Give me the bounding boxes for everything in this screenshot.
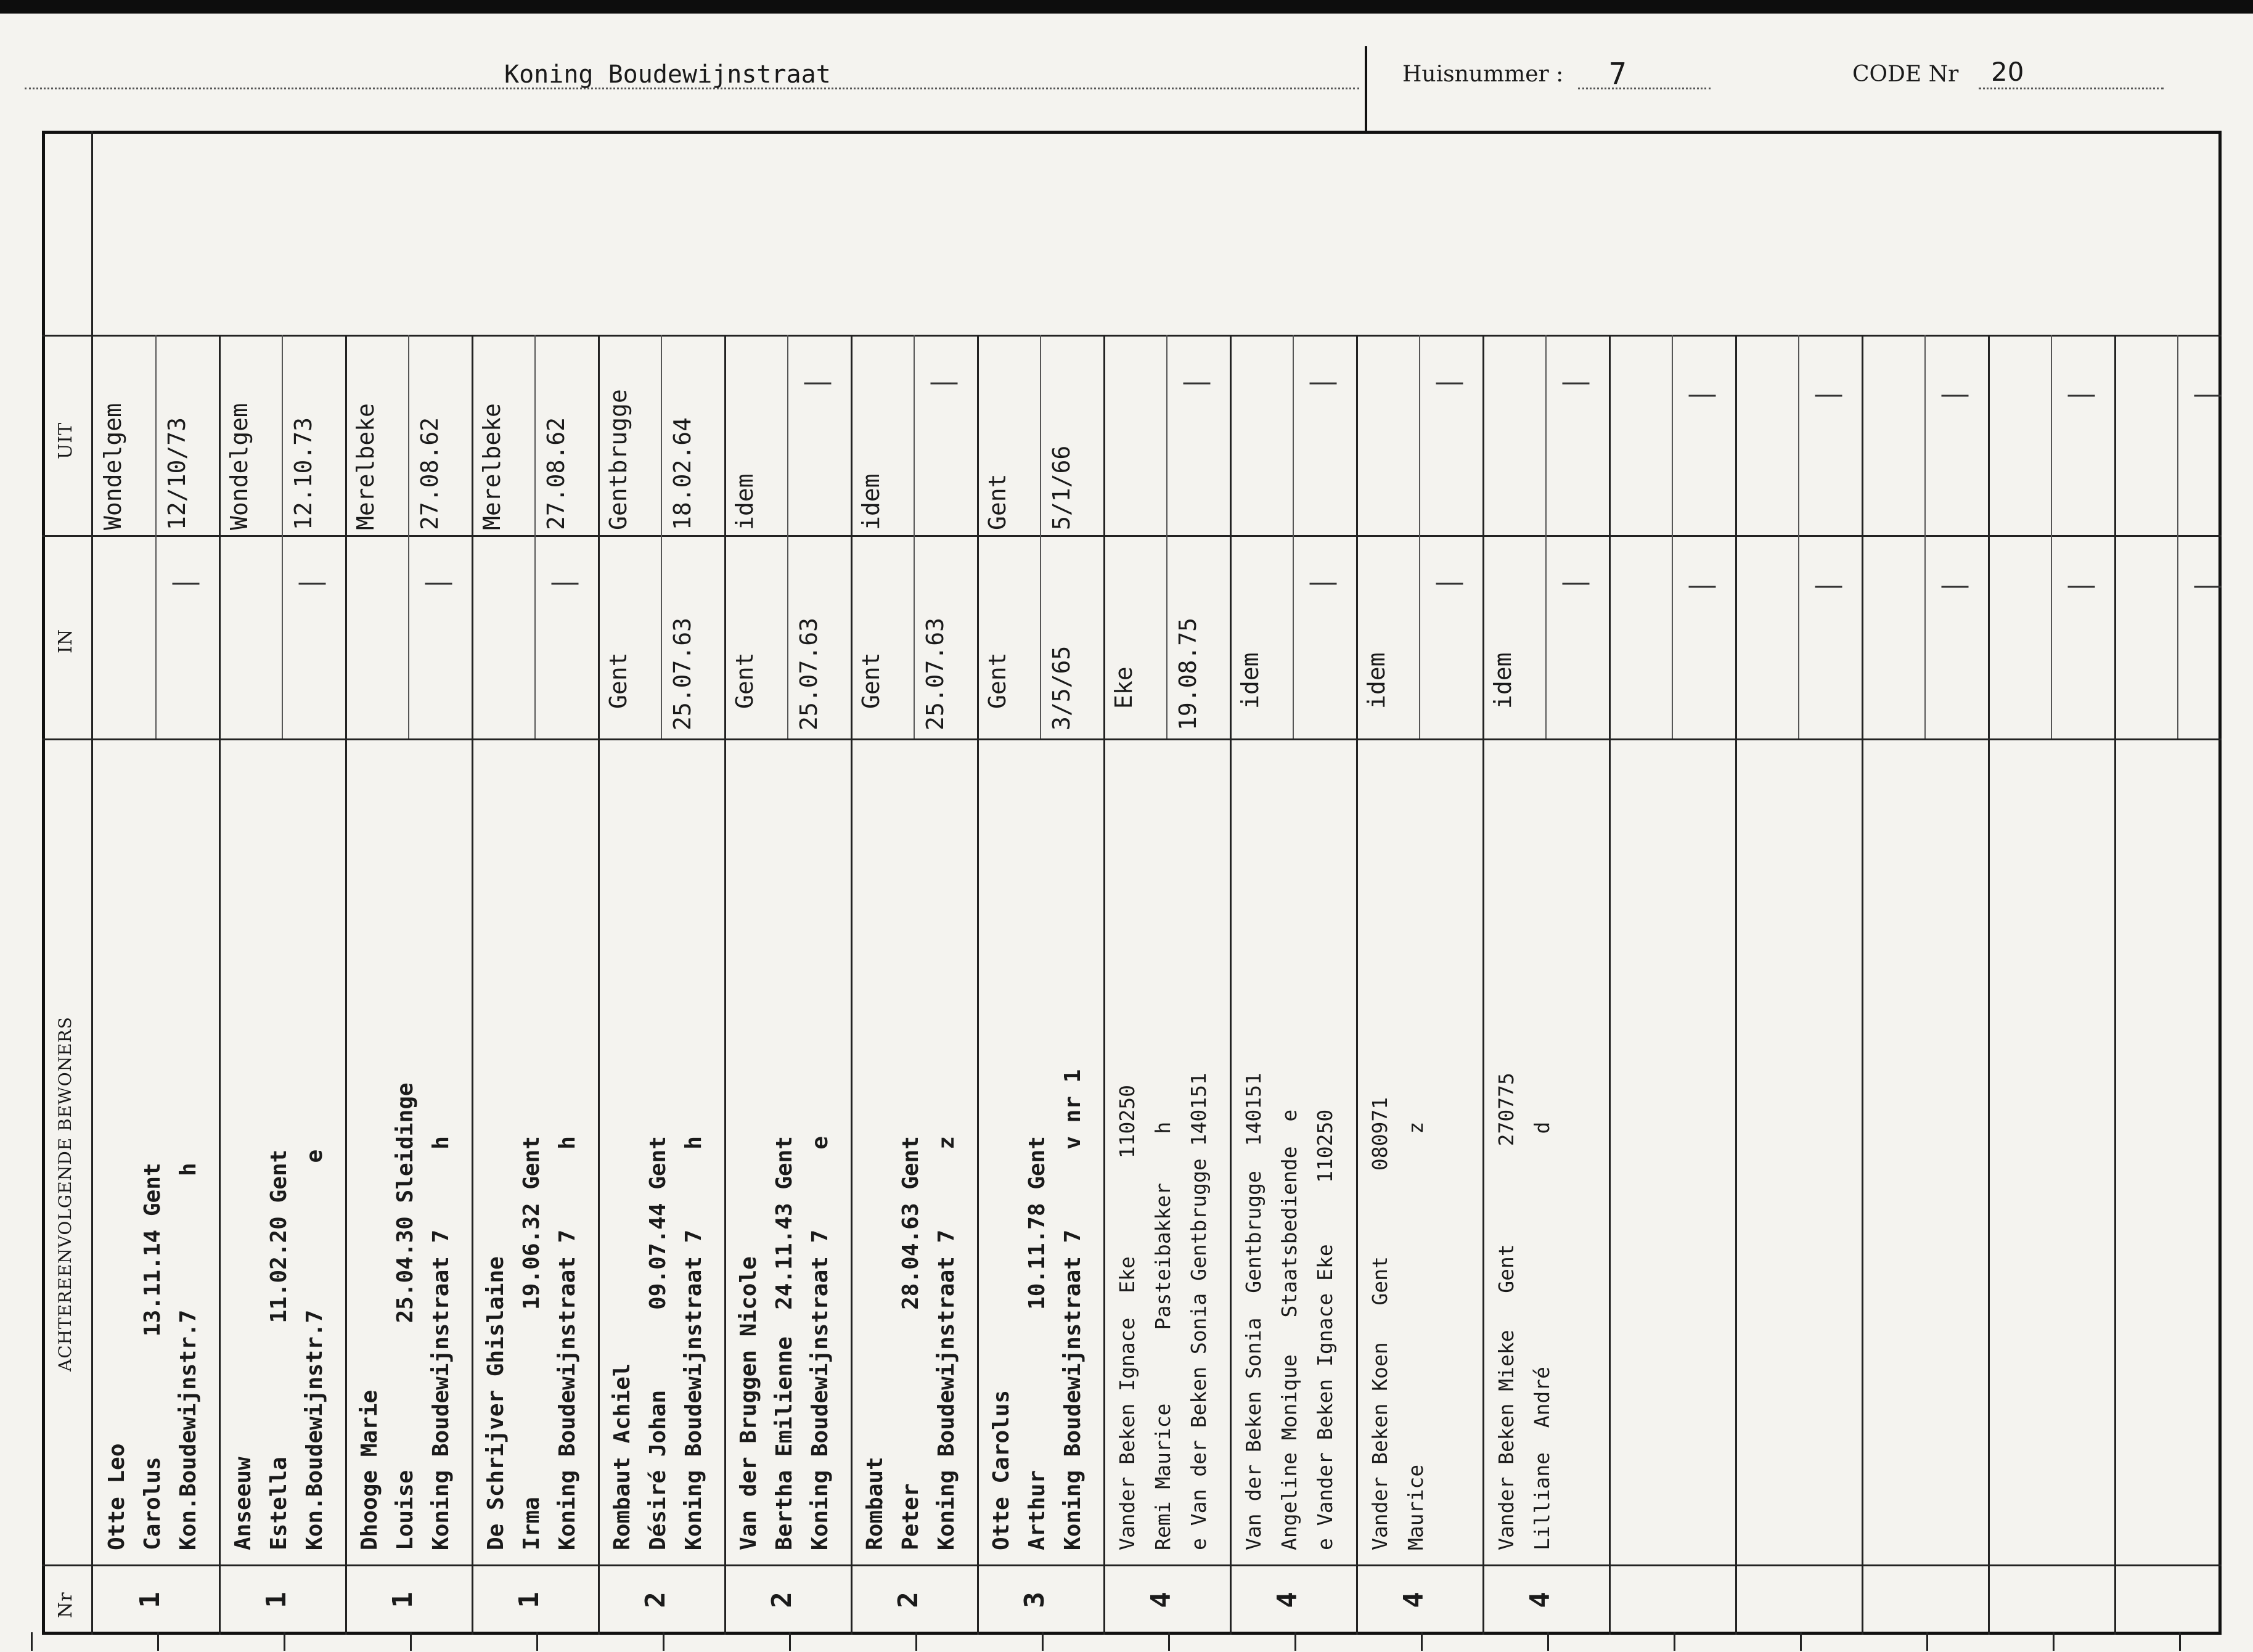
in-place: Gent	[984, 652, 1011, 709]
resident-name-line: Koning Boudewijnstraat 7 z	[934, 1136, 959, 1550]
code-label: CODE Nr	[1852, 62, 1959, 87]
resident-name-line: Remi Maurice Pasteibakker h	[1151, 1121, 1175, 1550]
empty-mark	[1942, 395, 1969, 397]
resident-name-line: Koning Boudewijnstraat 7 e	[808, 1136, 833, 1550]
in-empty-mark	[173, 583, 200, 585]
bottom-tick	[1421, 1632, 1423, 1651]
bottom-tick	[1547, 1632, 1549, 1651]
row-column-divider	[345, 335, 347, 1635]
uit-place: Merelbeke	[478, 403, 505, 530]
uit-place: idem	[731, 473, 758, 530]
uit-date: 18.02.64	[669, 417, 696, 530]
row-column-divider	[1988, 335, 1990, 1635]
resident-name-line: Désiré Johan 09.07.44 Gent	[645, 1136, 671, 1550]
cell-mid-divider	[914, 335, 915, 738]
resident-name-line: Van der Beken Sonia Gentbrugge 140151	[1241, 1073, 1266, 1550]
row-column-divider	[1356, 335, 1358, 1635]
row-column-divider	[724, 335, 726, 1635]
resident-name-line: Koning Boudewijnstraat 7 h	[681, 1136, 706, 1550]
row-number: 3	[1018, 1592, 1050, 1608]
in-empty-mark	[299, 583, 326, 585]
in-date: 25.07.63	[669, 617, 696, 730]
in-label: IN	[55, 628, 76, 653]
in-place: Eke	[1110, 666, 1137, 709]
row-number: 4	[1524, 1592, 1556, 1608]
row-column-divider	[851, 335, 853, 1635]
row-column-divider	[1230, 335, 1232, 1635]
resident-name-line: Rombaut	[862, 1457, 888, 1550]
bottom-tick	[663, 1632, 664, 1651]
resident-name-line: Kon.Boudewijnstr.7 h	[176, 1163, 201, 1550]
scan-top-border	[0, 0, 2253, 14]
row-column-divider	[2114, 335, 2116, 1635]
bottom-tick	[1674, 1632, 1675, 1651]
cell-mid-divider	[1672, 335, 1673, 738]
resident-name-line: Otte Carolus	[989, 1389, 1014, 1550]
resident-name-line: Van der Bruggen Nicole	[736, 1256, 761, 1550]
bottom-tick	[1926, 1632, 1928, 1651]
cell-mid-divider	[2177, 335, 2178, 738]
cell-mid-divider	[1166, 335, 1167, 738]
resident-name-line: Bertha Emilienne 24.11.43 Gent	[772, 1136, 797, 1550]
bottom-tick	[284, 1632, 285, 1651]
bottom-tick	[1042, 1632, 1044, 1651]
empty-mark	[1942, 586, 1969, 588]
in-place: Gent	[731, 652, 758, 709]
uit-empty-mark	[931, 383, 958, 385]
cell-mid-divider	[1293, 335, 1294, 738]
label-column-divider	[91, 131, 93, 1635]
uit-in-divider	[42, 535, 2222, 537]
row-number: 1	[513, 1592, 545, 1608]
in-empty-mark	[425, 583, 452, 585]
resident-name-line: De Schrijver Ghislaine	[483, 1256, 509, 1550]
resident-name-line: Angeline Monique Staatsbediende e	[1277, 1109, 1301, 1550]
code-number: 20	[1991, 57, 2024, 87]
in-date: 25.07.63	[795, 617, 822, 730]
resident-name-line: Koning Boudewijnstraat 7 h	[428, 1136, 454, 1550]
row-number: 1	[260, 1592, 292, 1608]
house-number: 7	[1609, 57, 1627, 91]
uit-place: idem	[857, 473, 885, 530]
resident-name-line: e Van der Beken Sonia Gentbrugge 140151	[1187, 1073, 1211, 1550]
empty-mark	[1689, 586, 1716, 588]
row-column-divider	[1735, 335, 1737, 1635]
empty-mark	[1815, 586, 1842, 588]
empty-mark	[2194, 586, 2222, 588]
row-number: 2	[639, 1592, 671, 1608]
bottom-tick	[31, 1632, 33, 1651]
bottom-tick	[1800, 1632, 1802, 1651]
bewoners-label: ACHTEREENVOLGENDE BEWONERS	[55, 1016, 75, 1372]
empty-mark	[2068, 586, 2095, 588]
top-blank-divider	[42, 335, 2222, 337]
row-column-divider	[598, 335, 600, 1635]
resident-name-line: Lilliane André d	[1530, 1121, 1554, 1550]
cell-mid-divider	[661, 335, 662, 738]
resident-name-line: Irma 19.06.32 Gent	[519, 1136, 544, 1550]
in-empty-mark	[1563, 583, 1590, 585]
cell-mid-divider	[1419, 335, 1420, 738]
cell-mid-divider	[1545, 335, 1547, 738]
in-place: idem	[1237, 652, 1264, 709]
uit-date: 27.08.62	[542, 417, 570, 530]
in-empty-mark	[1436, 583, 1463, 585]
empty-mark	[1689, 395, 1716, 397]
bottom-tick	[2179, 1632, 2181, 1651]
resident-name-line: e Vander Beken Ignace Eke 110250	[1313, 1109, 1337, 1550]
resident-name-line: Carolus 13.11.14 Gent	[140, 1163, 165, 1550]
in-date: 19.08.75	[1174, 617, 1201, 730]
row-number: 4	[1397, 1592, 1429, 1608]
bottom-tick	[789, 1632, 791, 1651]
bottom-tick	[915, 1632, 917, 1651]
uit-empty-mark	[1184, 383, 1211, 385]
header-divider	[1365, 46, 1367, 131]
resident-name-line: Koning Boudewijnstraat 7 v nr 1	[1060, 1069, 1086, 1550]
cell-mid-divider	[787, 335, 788, 738]
resident-name-line: Peter 28.04.63 Gent	[898, 1136, 923, 1550]
cell-mid-divider	[1798, 335, 1799, 738]
bottom-tick	[1168, 1632, 1170, 1651]
bottom-tick	[2053, 1632, 2055, 1651]
uit-place: Wondelgem	[226, 403, 253, 530]
resident-name-line: Arthur 10.11.78 Gent	[1024, 1136, 1050, 1550]
row-column-divider	[1862, 335, 1863, 1635]
resident-name-line: Vander Beken Mieke Gent 270775	[1494, 1073, 1518, 1550]
in-place: Gent	[605, 652, 632, 709]
street-name: Koning Boudewijnstraat	[504, 60, 831, 89]
row-column-divider	[219, 335, 221, 1635]
cell-mid-divider	[1040, 335, 1041, 738]
resident-name-line: Louise 25.04.30 Sleidinge	[393, 1082, 418, 1550]
resident-name-line: Koning Boudewijnstraat 7 h	[555, 1136, 580, 1550]
house-dotted-line	[1578, 88, 1711, 89]
uit-date: 27.08.62	[416, 417, 443, 530]
in-date: 25.07.63	[922, 617, 949, 730]
cell-mid-divider	[282, 335, 283, 738]
row-column-divider	[472, 335, 473, 1635]
uit-label: UIT	[55, 422, 76, 459]
resident-name-line: Rombaut Achiel	[610, 1363, 635, 1550]
in-place: Gent	[857, 652, 885, 709]
cell-mid-divider	[155, 335, 157, 738]
in-place: idem	[1489, 652, 1516, 709]
resident-name-line: Otte Leo	[104, 1443, 129, 1550]
uit-date: 12.10.73	[290, 417, 317, 530]
uit-empty-mark	[1436, 383, 1463, 385]
uit-date: 5/1/66	[1048, 445, 1075, 530]
in-empty-mark	[552, 583, 579, 585]
bottom-tick	[410, 1632, 412, 1651]
empty-mark	[2194, 395, 2222, 397]
in-empty-mark	[1310, 583, 1337, 585]
code-dotted-line	[1979, 88, 2164, 89]
in-place: idem	[1363, 652, 1390, 709]
row-number: 4	[1145, 1592, 1177, 1608]
uit-empty-mark	[1563, 383, 1590, 385]
row-number: 1	[134, 1592, 166, 1608]
uit-place: Gent	[984, 473, 1011, 530]
uit-empty-mark	[804, 383, 832, 385]
resident-name-line: Dhooge Marie	[357, 1389, 382, 1550]
uit-place: Gentbrugge	[605, 389, 632, 530]
row-number: 2	[766, 1592, 798, 1608]
bewoners-nr-divider	[42, 1564, 2222, 1566]
house-number-label: Huisnummer :	[1402, 62, 1564, 87]
resident-name-line: Estella 11.02.20 Gent	[266, 1149, 292, 1550]
row-column-divider	[1609, 335, 1611, 1635]
row-column-divider	[1103, 335, 1105, 1635]
cell-mid-divider	[1924, 335, 1926, 738]
bottom-tick	[157, 1632, 159, 1651]
in-date: 3/5/65	[1048, 645, 1075, 730]
bottom-tick	[1294, 1632, 1296, 1651]
uit-place: Merelbeke	[352, 403, 379, 530]
row-column-divider	[1482, 335, 1484, 1635]
uit-date: 12/10/73	[163, 417, 190, 530]
bottom-tick	[536, 1632, 538, 1651]
empty-mark	[2068, 395, 2095, 397]
uit-place: Wondelgem	[99, 403, 126, 530]
resident-name-line: Kon.Boudewijnstr.7 e	[302, 1149, 327, 1550]
resident-name-line: Anseeuw	[231, 1457, 256, 1550]
row-number: 2	[892, 1592, 924, 1608]
resident-name-line: Maurice z	[1404, 1121, 1428, 1550]
cell-mid-divider	[534, 335, 536, 738]
row-number: 4	[1271, 1592, 1303, 1608]
cell-mid-divider	[408, 335, 409, 738]
nr-label: Nr	[55, 1592, 76, 1618]
uit-empty-mark	[1310, 383, 1337, 385]
resident-name-line: Vander Beken Ignace Eke 110250	[1115, 1085, 1139, 1550]
in-bewoners-divider	[42, 738, 2222, 740]
empty-mark	[1815, 395, 1842, 397]
row-column-divider	[977, 335, 979, 1635]
resident-name-line: Vander Beken Koen Gent 080971	[1368, 1097, 1392, 1550]
cell-mid-divider	[2051, 335, 2052, 738]
row-number: 1	[386, 1592, 419, 1608]
